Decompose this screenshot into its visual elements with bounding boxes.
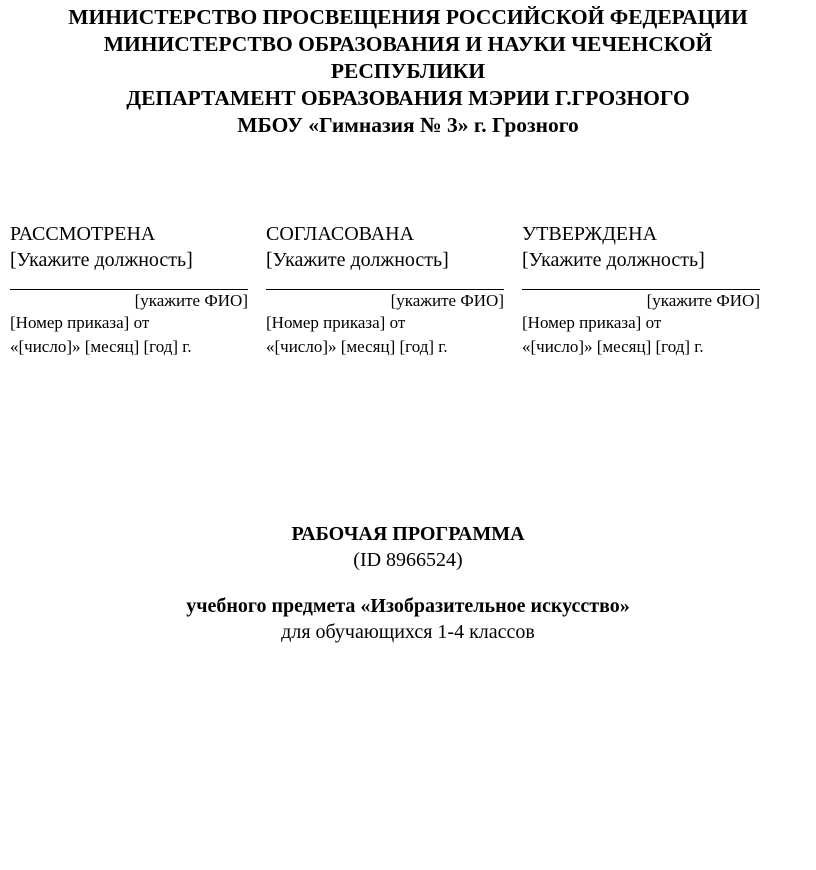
approval-fio: [укажите ФИО] [646, 291, 760, 310]
approval-date: «[число]» [месяц] [год] г. [522, 337, 704, 356]
ministry-regional: МИНИСТЕРСТВО ОБРАЗОВАНИЯ И НАУКИ ЧЕЧЕНСКОЙ РЕСПУБЛИКИ [103, 32, 713, 83]
approval-fio: [укажите ФИО] [134, 291, 248, 310]
approval-block [10, 221, 810, 371]
ministry-federal: МИНИСТЕРСТВО ПРОСВЕЩЕНИЯ РОССИЙСКОЙ ФЕДЕРАЦИИ [68, 5, 748, 29]
program-id: (ID 8966524) [353, 549, 463, 571]
approval-column-agreed [266, 221, 506, 358]
program-audience: для обучающихся 1-4 классов [281, 621, 535, 643]
approval-column-approved [522, 221, 762, 358]
approval-order: [Номер приказа] от [266, 313, 406, 332]
approval-column-reviewed [10, 221, 250, 358]
approval-date: «[число]» [месяц] [год] г. [10, 337, 192, 356]
program-block [0, 521, 816, 645]
approval-position: [Укажите должность] [522, 249, 705, 271]
approval-date: «[число]» [месяц] [год] г. [266, 337, 448, 356]
approval-position: [Укажите должность] [10, 249, 193, 271]
program-title: РАБОЧАЯ ПРОГРАММА [291, 523, 525, 545]
city-department: ДЕПАРТАМЕНТ ОБРАЗОВАНИЯ МЭРИИ Г.ГРОЗНОГО [126, 86, 690, 110]
approval-status: СОГЛАСОВАНА [266, 223, 415, 245]
approval-position: [Укажите должность] [266, 249, 449, 271]
school-name: МБОУ «Гимназия № 3» г. Грозного [237, 113, 579, 137]
document-header [0, 4, 816, 139]
approval-status: УТВЕРЖДЕНА [522, 223, 658, 245]
approval-fio: [укажите ФИО] [390, 291, 504, 310]
program-subject: учебного предмета «Изобразительное искусство» [186, 595, 630, 617]
approval-status: РАССМОТРЕНА [10, 223, 156, 245]
approval-order: [Номер приказа] от [522, 313, 662, 332]
approval-order: [Номер приказа] от [10, 313, 150, 332]
